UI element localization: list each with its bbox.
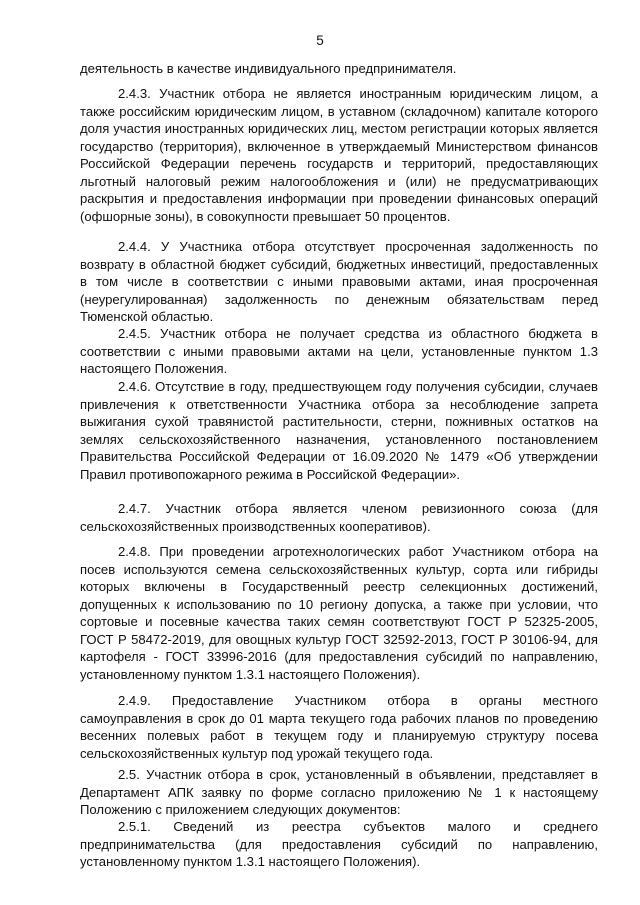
paragraph-2-5-1: 2.5.1. Сведений из реестра субъектов малого и среднего предпринимательства (для предоставления субсидий по направлению, установленному пунктом 1.3.1 настоящего Положения).: [80, 819, 598, 869]
page-number: 5: [316, 33, 324, 48]
paragraph-2-4-5: 2.4.5. Участник отбора не получает средства из областного бюджета в соответствии с иными правовыми актами на цели, установленные пунктом 1.3 настоящего Положения.: [80, 326, 598, 376]
paragraph-2-4-2-end: деятельность в качестве индивидуального предпринимателя.: [80, 61, 457, 76]
paragraph-2-4-9: 2.4.9. Предоставление Участником отбора в органы местного самоуправления в срок до 01 марта текущего года рабочих планов по проведению весенних полевых работ в текущем году и планируемую структуру посева сельскохозяйственных культур под урожай текущего года.: [80, 693, 598, 761]
paragraph-2-4-6: 2.4.6. Отсутствие в году, предшествующем году получения субсидии, случаев привлечения к ответственности Участника отбора за несоблюдение запрета выжигания сухой травянистой растительности, стерни, пожнивных остатков на землях сельскохозяйственного назначения, установленного постановлением Правительства Российской Федерации от 16.09.2020 № 1479 «Об утверждении Правил противопожарного режима в Российской Федерации».: [80, 379, 598, 482]
paragraph-2-5: 2.5. Участник отбора в срок, установленный в объявлении, представляет в Департамент АПК заявку по форме согласно приложению № 1 к настоящему Положению с приложением следующих документов:: [80, 767, 598, 817]
paragraph-2-4-4: 2.4.4. У Участника отбора отсутствует просроченная задолженность по возврату в областной бюджет субсидий, бюджетных инвестиций, предоставленных в том числе в соответствии с иными правовыми актами, иная просроченная (неурегулированная) задолженность по денежным обязательствам перед Тюменской областью.: [80, 239, 598, 324]
paragraph-2-4-3: 2.4.3. Участник отбора не является иностранным юридическим лицом, а также российским юридическим лицом, в уставном (складочном) капитале которого доля участия иностранных юридических лиц, местом регистрации которых является государство (территория), включенное в утверждаемый Министерством финансов Российской Федерации перечень государств и территорий, предоставляющих льготный налоговый режим налогообложения и (или) не предусматривающих раскрытия и предоставления информации при проведении финансовых операций (офшорные зоны), в совокупности превышает 50 процентов.: [80, 86, 598, 224]
paragraph-2-4-8: 2.4.8. При проведении агротехнологических работ Участником отбора на посев используются семена сельскохозяйственных культур, сорта или гибриды которых включены в Государственный реестр селекционных достижений, допущенных к использованию по 10 региону допуска, а также при условии, что сортовые и посевные качества таких семян соответствуют ГОСТ Р 52325-2005, ГОСТ Р 58472-2019, для овощных культур ГОСТ 32592-2013, ГОСТ Р 30106-94, для картофеля - ГОСТ 33996-2016 (для предоставления субсидий по направлению, установленному пунктом 1.3.1 настоящего Положения).: [80, 544, 598, 682]
paragraph-2-4-7: 2.4.7. Участник отбора является членом ревизионного союза (для сельскохозяйственных производственных кооперативов).: [80, 501, 598, 534]
